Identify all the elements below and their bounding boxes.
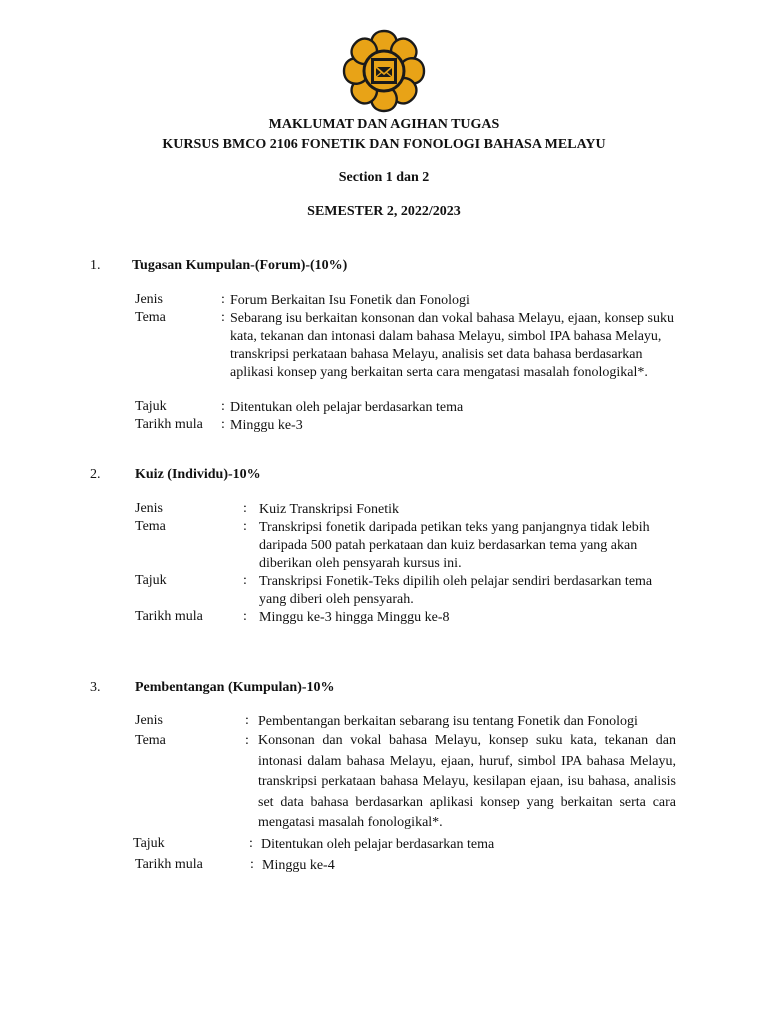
document-title: MAKLUMAT DAN AGIHAN TUGAS bbox=[268, 117, 500, 132]
university-crest-icon bbox=[334, 28, 434, 114]
row-label: Jenis bbox=[135, 501, 163, 516]
row-value: Sebarang isu berkaitan konsonan dan vokal bahasa Melayu, ejaan, konsep suku kata, tekanan dan intonasi dalam bahasa Melayu, simbol IPA bahasa Melayu, transkripsi perkataan bahasa Melayu, analisis set data bahasa berdasarkan aplikasi konsep yang berkaitan serta cara mengatasi masalah fonologikal*. bbox=[230, 311, 674, 380]
row-colon: : bbox=[243, 501, 247, 516]
row-colon: : bbox=[221, 417, 225, 432]
row-value: Minggu ke-3 hingga Minggu ke-8 bbox=[259, 610, 450, 625]
row-value: Forum Berkaitan Isu Fonetik dan Fonologi bbox=[230, 293, 470, 308]
row-colon: : bbox=[249, 836, 253, 851]
semester-label: SEMESTER 2, 2022/2023 bbox=[307, 204, 461, 219]
section-number: 2. bbox=[90, 467, 101, 482]
row-label: Tajuk bbox=[135, 399, 167, 414]
section-label: Section 1 dan 2 bbox=[338, 170, 430, 185]
course-title: KURSUS BMCO 2106 FONETIK DAN FONOLOGI BAHASA MELAYU bbox=[162, 137, 606, 152]
row-colon: : bbox=[221, 292, 225, 307]
section-number: 3. bbox=[90, 680, 101, 695]
row-value: Ditentukan oleh pelajar berdasarkan tema bbox=[261, 837, 495, 852]
row-label: Tema bbox=[135, 733, 166, 748]
row-value: Transkripsi fonetik daripada petikan teks yang panjangnya tidak lebih daripada 500 patah perkataan dan kuiz berdasarkan tema yang akan diberikan oleh pensyarah kursus ini. bbox=[259, 520, 650, 571]
row-colon: : bbox=[243, 573, 247, 588]
row-colon: : bbox=[243, 519, 247, 534]
row-value: Minggu ke-4 bbox=[262, 858, 335, 873]
row-label: Jenis bbox=[135, 713, 163, 728]
row-label: Tajuk bbox=[135, 573, 167, 588]
row-label: Jenis bbox=[135, 292, 163, 307]
row-value: Transkripsi Fonetik-Teks dipilih oleh pelajar sendiri berdasarkan tema yang diberi oleh pensyarah. bbox=[259, 574, 653, 607]
row-colon: : bbox=[221, 310, 225, 325]
row-colon: : bbox=[221, 399, 225, 414]
row-value: Kuiz Transkripsi Fonetik bbox=[259, 502, 400, 517]
section-title: Tugasan Kumpulan-(Forum)-(10%) bbox=[132, 258, 348, 273]
row-colon: : bbox=[250, 857, 254, 872]
row-label: Tajuk bbox=[133, 836, 165, 851]
row-colon: : bbox=[243, 609, 247, 624]
row-value: Minggu ke-3 bbox=[230, 418, 303, 433]
row-label: Tarikh mula bbox=[135, 609, 203, 624]
section-title: Pembentangan (Kumpulan)-10% bbox=[135, 680, 335, 695]
row-colon: : bbox=[245, 733, 249, 748]
row-value: Ditentukan oleh pelajar berdasarkan tema bbox=[230, 400, 464, 415]
row-colon: : bbox=[245, 713, 249, 728]
row-label: Tema bbox=[135, 519, 166, 534]
section-title: Kuiz (Individu)-10% bbox=[135, 467, 261, 482]
section-number: 1. bbox=[90, 258, 101, 273]
row-label: Tarikh mula bbox=[135, 857, 203, 872]
row-value: Pembentangan berkaitan sebarang isu tentang Fonetik dan Fonologi bbox=[258, 714, 638, 729]
row-label: Tarikh mula bbox=[135, 417, 203, 432]
row-label: Tema bbox=[135, 310, 166, 325]
row-value: Konsonan dan vokal bahasa Melayu, konsep suku kata, tekanan dan intonasi dalam bahasa Melayu, ejaan, huruf, simbol IPA bahasa Melayu, transkripsi perkataan bahasa Melayu, kesilapan ejaan, isu bahasa, analisis set data bahasa berdasarkan aplikasi konsep yang berkaitan serta cara mengatasi masalah fonologikal*. bbox=[258, 733, 676, 830]
